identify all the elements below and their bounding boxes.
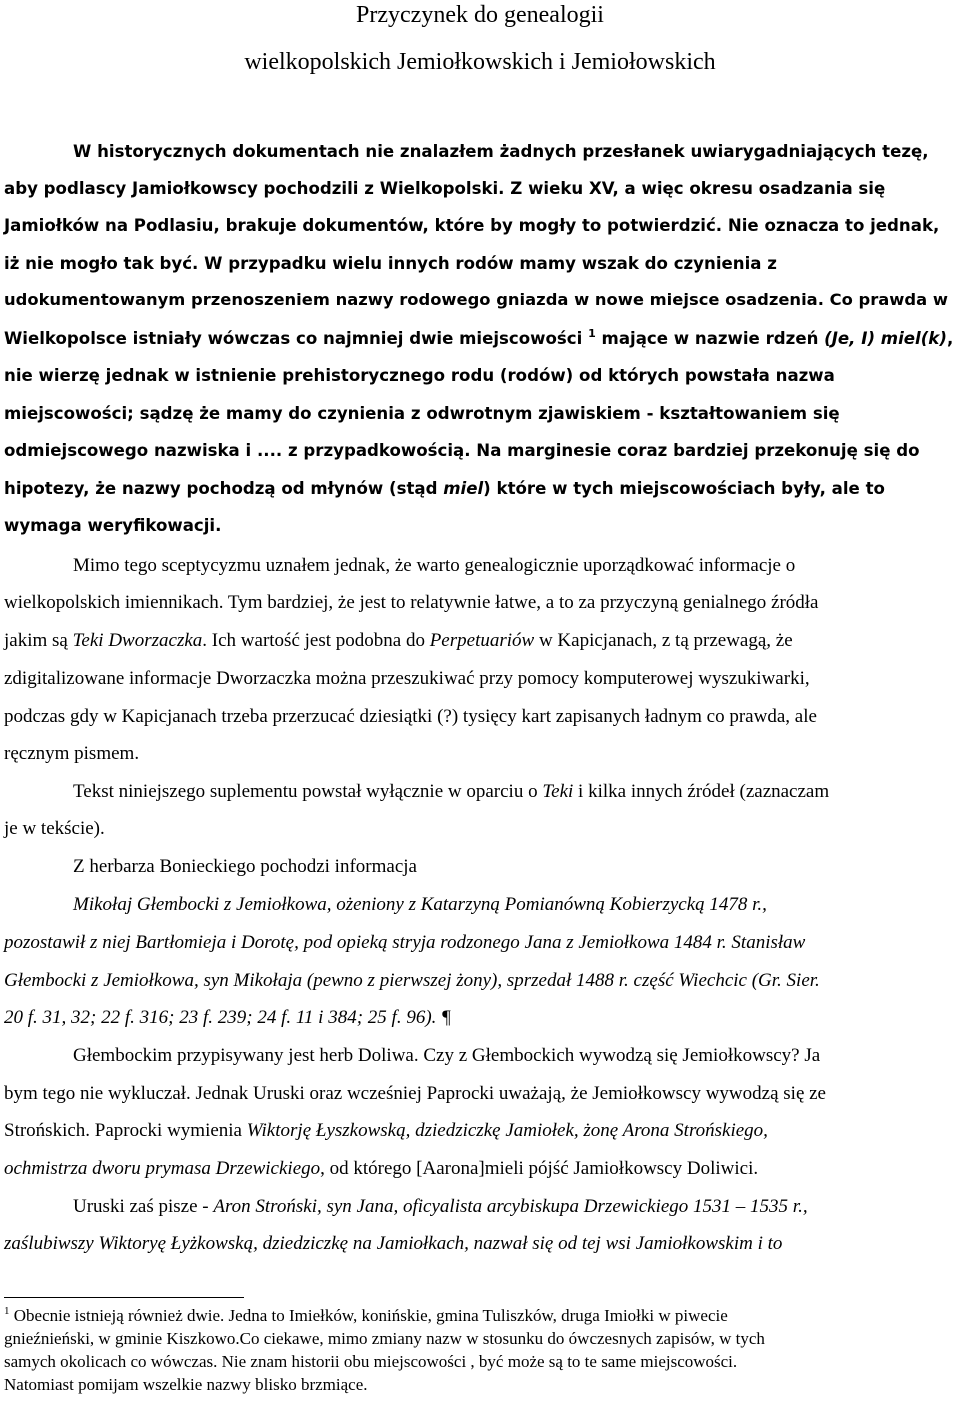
para2-line: ręcznym pismem. [4, 743, 140, 764]
para3-line [73, 781, 829, 803]
title-line-2: wielkopolskich Jemiołkowskich i Jemiołowskich [244, 49, 716, 75]
para1-text: Wielkopolsce istniały wówczas co najmniej dwie miejscowości [4, 329, 589, 348]
footnote-line: Natomiast pomijam wszelkie nazwy blisko brzmiące. [4, 1375, 368, 1394]
quote-text: 20 f. 31, 32; 22 f. 316; 23 f. 239; 24 f. 11 i 384; 25 f. 96). [4, 1007, 437, 1028]
para1-text: mające w nazwie rdzeń [595, 329, 825, 348]
para1-line: wymaga weryfikowacji. [4, 516, 222, 535]
quote-line [4, 1007, 451, 1029]
para5-italic-text: ochmistrza dworu prymasa Drzewickiego [4, 1158, 321, 1179]
para1-line: odmiejscowego nazwiska i .... z przypadkowością. Na marginesie coraz bardziej przekonuję się do [4, 441, 920, 460]
para1-line: Jamiołków na Podlasiu, brakuje dokumentów, które by mogły to potwierdzić. Nie oznacza to jednak, [4, 216, 940, 235]
para2-line: wielkopolskich imiennikach. Tym bardziej, że jest to relatywnie łatwe, a to za przyczyną genialnego źródła [4, 592, 819, 613]
para1-line: W historycznych dokumentach nie znalazłem żadnych przesłanek uwiarygadniających tezę, [73, 142, 929, 161]
para2-line [4, 630, 793, 652]
footnote-separator [4, 1297, 244, 1298]
para6-line: zaślubiwszy Wiktoryę Łyżkowską, dziedziczkę na Jamiołkach, nazwał się od tej wsi Jamiołkowskim i to [4, 1233, 783, 1254]
para1-line: udokumentowanym przenoszeniem nazwy rodowego gniazda w nowe miejsce osadzenia. Co prawda w [4, 290, 948, 309]
quote-line: Mikołaj Głembocki z Jemiołkowa, ożeniony z Katarzyną Pomianówną Kobierzycką 1478 r., [73, 894, 767, 915]
para6-line [73, 1196, 808, 1218]
para1-text: , [946, 329, 954, 348]
para1-text: hipotezy, że nazwy pochodzą od młynów (stąd [4, 479, 444, 498]
footnote-text: Obecnie istnieją również dwie. Jedna to Imiełków, konińskie, gmina Tuliszków, druga Imiołki w piwecie [9, 1306, 728, 1325]
footnote-line: gnieźnieński, w gminie Kiszkowo.Co ciekawe, mimo zmiany nazw w stosunku do ówczesnych zapisów, w tych [4, 1329, 765, 1348]
para3-italic-text: Teki [542, 781, 574, 802]
quote-line: Głembocki z Jemiołkowa, syn Mikołaja (pewno z pierwszej żony), sprzedał 1488 r. część Wiechcic (Gr. Sier. [4, 970, 820, 991]
title-line-1: Przyczynek do genealogii [356, 2, 604, 28]
para1-italic-text: (Je, I) miel(k) [824, 329, 947, 348]
footnote-line: samych okolicach co wówczas. Nie znam historii obu miejscowości , być może są to te same miejscowości. [4, 1352, 738, 1371]
para5-text: , od którego [Aarona]mieli pójść Jamiołkowscy Doliwici. [320, 1158, 759, 1179]
para5-text: Strońskich. Paprocki wymienia [4, 1120, 247, 1141]
para5-italic-text: Wiktorję Łyszkowską, dziedziczkę Jamiołek, żonę Arona Strońskiego, [246, 1120, 768, 1141]
para2-line: zdigitalizowane informacje Dworzaczka można przeszukiwać przy pomocy komputerowej wyszukiwarki, [4, 668, 810, 689]
para6-text: Uruski zaś pisze - [73, 1196, 214, 1217]
para2-text: w Kapicjanach, z tą przewagą, że [534, 630, 793, 651]
footnote-reference: 1 [588, 327, 596, 340]
para5-line [4, 1158, 758, 1180]
para1-line: nie wierzę jednak w istnienie prehistorycznego rodu (rodów) od których powstała nazwa [4, 366, 835, 385]
para2-italic-text: Teki Dworzaczka [72, 630, 203, 651]
para5-line: Głembockim przypisywany jest herb Doliwa. Czy z Głembockich wywodzą się Jemiołkowscy? Ja [73, 1045, 821, 1066]
para6-italic-text: Aron Stroński, syn Jana, oficyalista arcybiskupa Drzewickiego 1531 – 1535 r., [213, 1196, 808, 1217]
para1-italic-text: miel [443, 479, 484, 498]
para3-line: je w tekście). [4, 818, 105, 839]
para2-line: podczas gdy w Kapicjanach trzeba przerzucać dziesiątki (?) tysięcy kart zapisanych ładnym co prawda, ale [4, 706, 817, 727]
para2-text: jakim są [4, 630, 73, 651]
quote-line: pozostawił z niej Bartłomieja i Dorotę, pod opieką stryja rodzonego Jana z Jemiołkowa 1484 r. Stanisław [4, 932, 806, 953]
para5-line [4, 1120, 768, 1142]
para5-line: bym tego nie wykluczał. Jednak Uruski oraz wcześniej Paprocki uważają, że Jemiołkowscy wywodzą się ze [4, 1083, 826, 1104]
para1-line [4, 479, 885, 498]
para2-line: Mimo tego sceptycyzmu uznałem jednak, że warto genealogicznie uporządkować informacje o [73, 555, 796, 576]
para4-line: Z herbarza Bonieckiego pochodzi informacja [73, 856, 417, 877]
para1-text: ) które w tych miejscowościach były, ale to [483, 479, 885, 498]
para2-text: . Ich wartość jest podobna do [202, 630, 430, 651]
footnote-line [4, 1307, 728, 1326]
para1-line: aby podlascy Jamiołkowscy pochodzili z Wielkopolski. Z wieku XV, a więc okresu osadzania się [4, 179, 886, 198]
para1-line: iż nie mogło tak być. W przypadku wielu innych rodów mamy wszak do czynienia z [4, 254, 777, 273]
para3-text: Tekst niniejszego suplementu powstał wyłącznie w oparciu o [73, 781, 543, 802]
para3-text: i kilka innych źródeł (zaznaczam [573, 781, 830, 802]
footnote-number: 1 [4, 1305, 10, 1317]
para1-line: miejscowości; sądzę że mamy do czynienia z odwrotnym zjawiskiem - kształtowaniem się [4, 404, 840, 423]
para1-line [4, 329, 953, 348]
para2-italic-text: Perpetuariów [429, 630, 535, 651]
pilcrow-mark: ¶ [441, 1007, 452, 1028]
